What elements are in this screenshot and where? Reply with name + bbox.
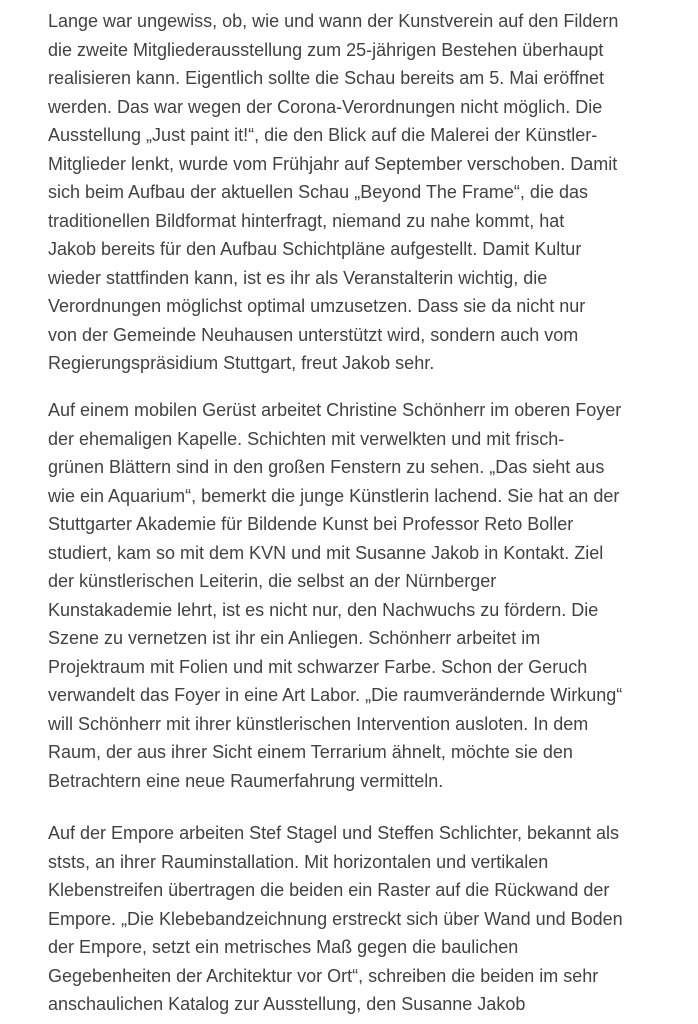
text-line: anschaulichen Katalog zur Ausstellung, den Susanne Jakob (48, 994, 526, 1014)
text-line: Empore. „Die Klebebandzeichnung erstreckt sich über Wand und Boden (48, 908, 623, 929)
text-line: Stuttgarter Akademie für Bildende Kunst bei Professor Reto Boller (48, 514, 574, 534)
text-line: von der Gemeinde Neuhausen unterstützt wird, sondern auch vom (48, 324, 579, 345)
paragraph-2 (48, 396, 622, 795)
paragraph-3 (48, 819, 623, 1019)
text-line: Szene zu vernetzen ist ihr ein Anliegen. Schönherr arbeitet im (48, 628, 541, 648)
text-line: der ehemaligen Kapelle. Schichten mit verwelkten und mit frisch- (48, 428, 565, 449)
text-line: Jakob bereits für den Aufbau Schichtpläne aufgestellt. Damit Kultur (48, 239, 582, 259)
text-line: will Schönherr mit ihrer künstlerischen Intervention ausloten. In dem (48, 713, 589, 734)
text-line: traditionellen Bildformat hinterfragt, niemand zu nahe kommt, hat (48, 210, 565, 231)
text-line: Klebenstreifen übertragen die beiden ein Raster auf die Rückwand der (48, 880, 610, 900)
paragraph-1 (48, 7, 618, 378)
text-line: Projektraum mit Folien und mit schwarzer Farbe. Schon der Geruch (48, 656, 588, 677)
text-line: wie ein Aquarium“, bemerkt die junge Künstlerin lachend. Sie hat an der (48, 485, 620, 506)
text-line: Verordnungen möglichst optimal umzusetzen. Dass sie da nicht nur (48, 296, 586, 316)
text-line: werden. Das war wegen der Corona-Verordnungen nicht möglich. Die (48, 96, 603, 117)
text-line: der Empore, setzt ein metrisches Maß gegen die baulichen (48, 937, 519, 957)
text-line: grünen Blättern sind in den großen Fenstern zu sehen. „Das sieht aus (48, 457, 605, 477)
text-line: Kunstakademie lehrt, ist es nicht nur, den Nachwuchs zu fördern. Die (48, 599, 599, 620)
text-line: Raum, der aus ihrer Sicht einem Terrarium ähnelt, möchte sie den (48, 742, 573, 762)
text-line: studiert, kam so mit dem KVN und mit Susanne Jakob in Kontakt. Ziel (48, 542, 604, 563)
text-line: Ausstellung „Just paint it!“, die den Blick auf die Malerei der Künstler- (48, 125, 598, 145)
text-line: Mitglieder lenkt, wurde vom Frühjahr auf September verschoben. Damit (48, 153, 618, 174)
text-line: Auf einem mobilen Gerüst arbeitet Christine Schönherr im oberen Foyer (48, 400, 622, 420)
text-line: Gegebenheiten der Architektur vor Ort“, schreiben die beiden im sehr (48, 965, 599, 986)
text-line: verwandelt das Foyer in eine Art Labor. „Die raumverändernde Wirkung“ (48, 685, 623, 705)
text-line: der künstlerischen Leiterin, die selbst an der Nürnberger (48, 571, 497, 591)
text-line: realisieren kann. Eigentlich sollte die Schau bereits am 5. Mai eröffnet (48, 68, 604, 88)
text-line: Lange war ungewiss, ob, wie und wann der Kunstverein auf den Fildern (48, 11, 619, 31)
text-line: die zweite Mitgliederausstellung zum 25-jährigen Bestehen überhaupt (48, 39, 604, 60)
text-line: wieder stattfinden kann, ist es ihr als Veranstalterin wichtig, die (48, 267, 548, 288)
text-line: Regierungspräsidium Stuttgart, freut Jakob sehr. (48, 353, 435, 373)
text-line: sich beim Aufbau der aktuellen Schau „Beyond The Frame“, die das (48, 182, 588, 202)
text-line: ststs, an ihrer Rauminstallation. Mit horizontalen und vertikalen (48, 851, 549, 872)
text-line: Betrachtern eine neue Raumerfahrung vermitteln. (48, 770, 444, 791)
text-line: Auf der Empore arbeiten Stef Stagel und Steffen Schlichter, bekannt als (48, 823, 620, 843)
